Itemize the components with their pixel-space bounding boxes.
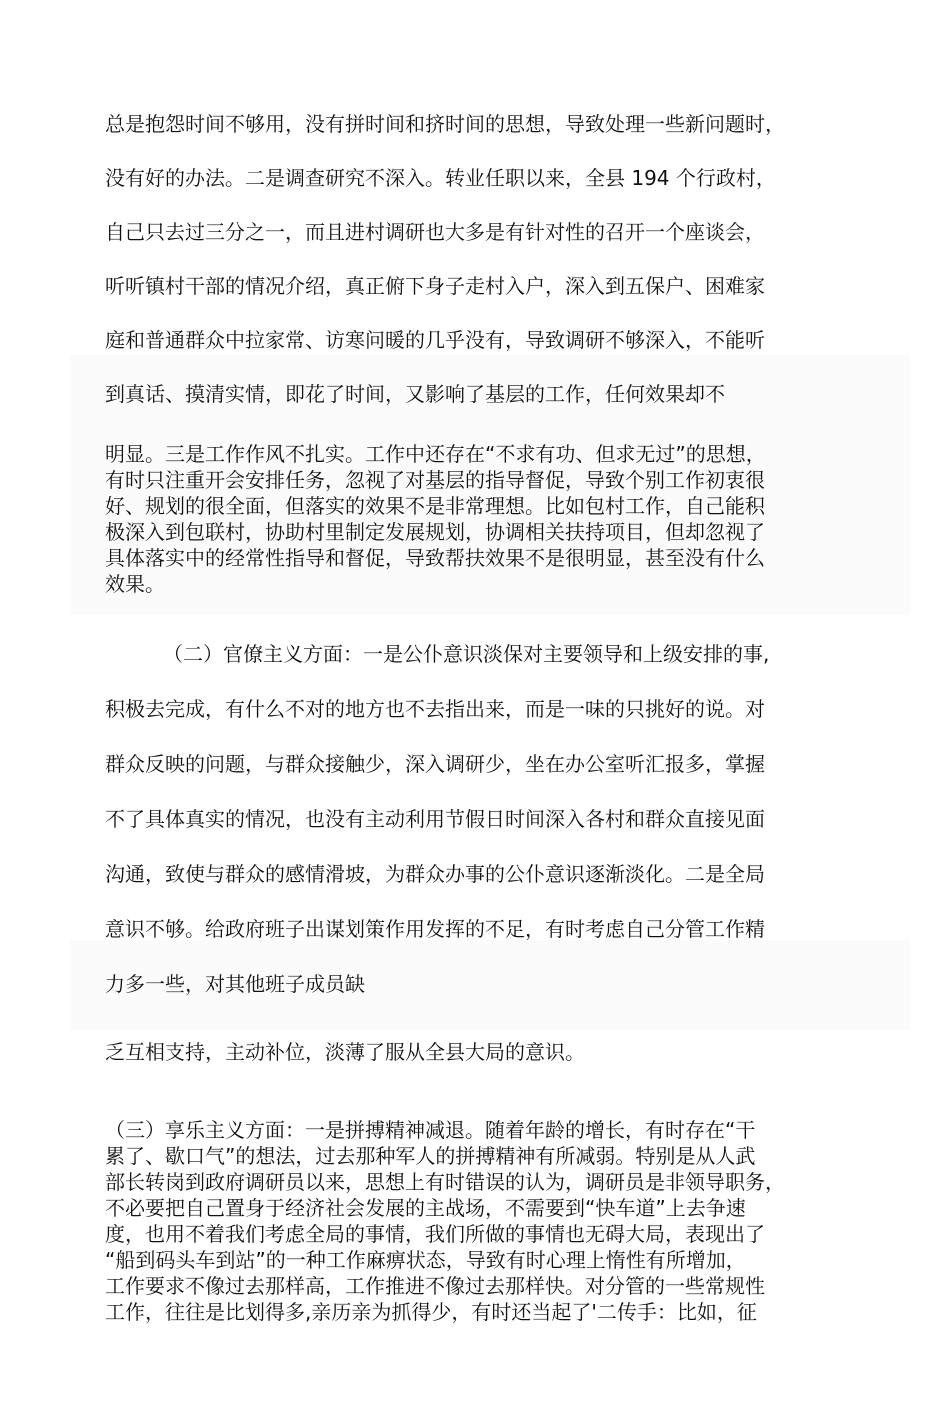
section-heading-line: （二）官僚主义方面：一是公仆意识淡保对主要领导和上级安排的事, (163, 642, 770, 666)
paragraph-line: 累了、歇口气”的想法，过去那种军人的拼搏精神有所减弱。特别是从人武 (105, 1144, 756, 1168)
paragraph-line: “船到码头车到站”的一种工作麻痹状态，导致有时心理上惰性有所增加， (105, 1248, 746, 1272)
paragraph-line: 工作，往往是比划得多,亲历亲为抓得少，有时还当起了'二传手：比如，征 (105, 1300, 757, 1324)
paragraph-line: 力多一些，对其他班子成员缺 (105, 972, 365, 996)
paragraph-line: 部长转岗到政府调研员以来，思想上有时错误的认为，调研员是非领导职务， (105, 1170, 785, 1194)
section-heading-line: （三）享乐主义方面：一是拼搏精神减退。随着年龄的增长，有时存在“干 (105, 1118, 756, 1142)
paragraph-line: 庭和普通群众中拉家常、访寒问暖的几乎没有，导致调研不够深入，不能听 (105, 328, 765, 352)
paragraph-line: 极深入到包联村，协助村里制定发展规划，协调相关扶持项目，但却忽视了 (105, 520, 765, 544)
paragraph-line: 有时只注重开会安排任务，忽视了对基层的指导督促，导致个别工作初衷很 (105, 468, 765, 492)
paragraph-line: 听听镇村干部的情况介绍，真正俯下身子走村入户，深入到五保户、困难家 (105, 274, 765, 298)
paragraph-line: 不了具体真实的情况，也没有主动利用节假日时间深入各村和群众直接见面 (105, 807, 765, 831)
paragraph-line: 沟通，致使与群众的感情滑坡，为群众办事的公仆意识逐渐淡化。二是全局 (105, 862, 765, 886)
paragraph-line: 到真话、摸清实情，即花了时间，又影响了基层的工作，任何效果却不 (105, 382, 725, 406)
paragraph-line: 自己只去过三分之一，而且进村调研也大多是有针对性的召开一个座谈会， (105, 220, 765, 244)
paragraph-line: 工作要求不像过去那样高，工作推进不像过去那样快。对分管的一些常规性 (105, 1274, 765, 1298)
paragraph-line: 好、规划的很全面，但落实的效果不是非常理想。比如包村工作，自己能积 (105, 494, 765, 518)
paragraph-line: 群众反映的问题，与群众接触少，深入调研少，坐在办公室听汇报多，掌握 (105, 752, 765, 776)
paragraph-line: 具体落实中的经常性指导和督促，导致帮扶效果不是很明显，甚至没有什么 (105, 546, 765, 570)
paragraph-line: 乏互相支持，主动补位，淡薄了服从全县大局的意识。 (105, 1040, 585, 1064)
paragraph-line: 意识不够。给政府班子出谋划策作用发挥的不足，有时考虑自己分管工作精 (105, 917, 765, 941)
paragraph-line: 明显。三是工作作风不扎实。工作中还存在“不求有功、但求无过”的思想， (105, 442, 766, 466)
paragraph-line: 总是抱怨时间不够用，没有拼时间和挤时间的思想，导致处理一些新问题时， (105, 112, 785, 136)
paragraph-line: 积极去完成，有什么不对的地方也不去指出来，而是一味的只挑好的说。对 (105, 697, 765, 721)
paragraph-line: 效果。 (105, 572, 165, 596)
paragraph-line: 不必要把自己置身于经济社会发展的主战场，不需要到“快车道”上去争速 (105, 1196, 746, 1220)
paragraph-line: 没有好的办法。二是调查研究不深入。转业任职以来，全县 194 个行政村， (105, 166, 776, 190)
paragraph-line: 度，也用不着我们考虑全局的事情，我们所做的事情也无碍大局，表现出了 (105, 1222, 765, 1246)
